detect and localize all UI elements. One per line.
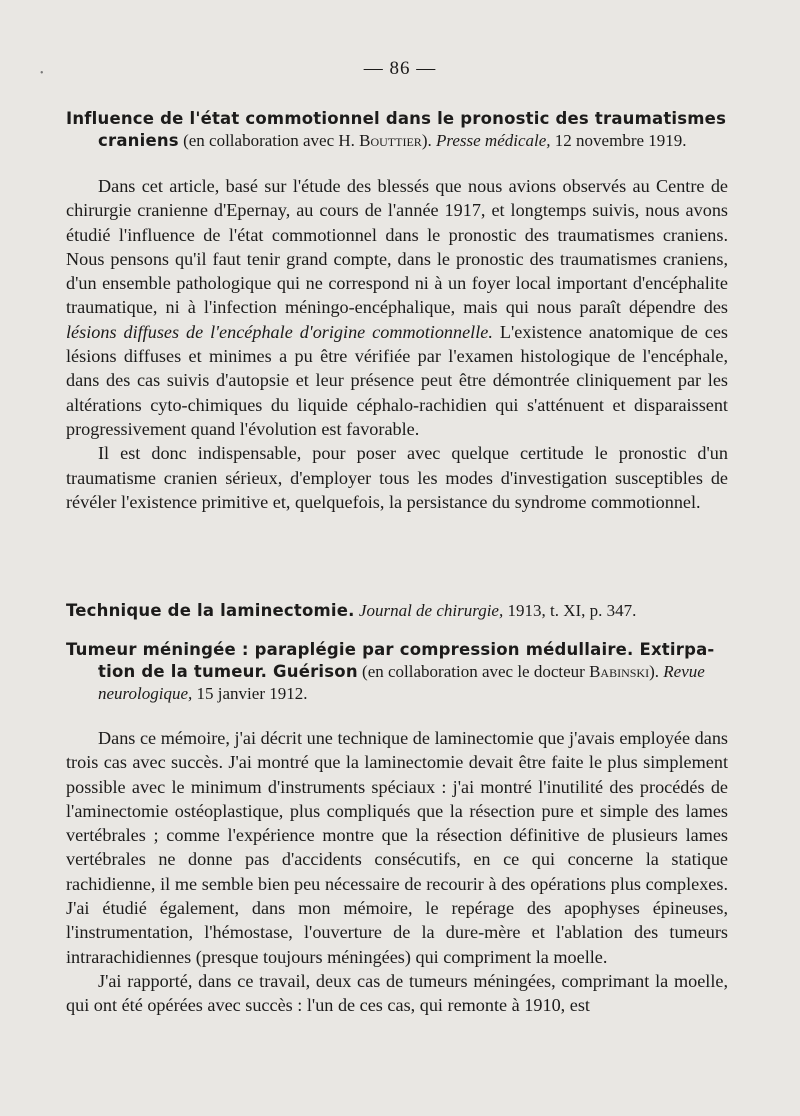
entry1-para1-emphasis: lésions diffuses de l'encéphale d'origine commotionnelle. xyxy=(66,321,493,342)
corner-mark: • xyxy=(40,68,44,79)
entry3-heading xyxy=(66,639,730,705)
entry3-collab-prefix: (en collaboration avec le docteur xyxy=(357,662,590,681)
entry1-title-line2: craniens xyxy=(98,131,179,150)
entry1-date: 12 novembre 1919. xyxy=(550,131,687,150)
entry2-title: Technique de la laminectomie. xyxy=(66,601,355,620)
entry1-journal: Presse médicale, xyxy=(435,131,551,150)
entry3-body xyxy=(66,726,728,1018)
entry3-title-line2: tion de la tumeur. Guérison xyxy=(98,662,358,681)
entry1-collab-suffix: ). xyxy=(421,131,436,150)
entry1-title-line1: Influence de l'état commotionnel dans le pronostic des traumatismes xyxy=(66,109,727,128)
entry3-date: 15 janvier 1912. xyxy=(192,684,308,703)
entry3-collab-name: Babinski xyxy=(589,662,650,681)
entry3-collab-suffix: ). xyxy=(649,662,664,681)
entry3-journal: Revue neurologique, xyxy=(98,662,705,703)
entry1-heading xyxy=(66,108,730,152)
page-number: — 86 — xyxy=(363,58,437,79)
entry1-paragraph-1 xyxy=(66,174,728,441)
entry3-heading-cont xyxy=(66,661,730,705)
entry1-heading-cont xyxy=(66,130,730,152)
entry1-para1-b: L'existence anatomique de ces lésions diffuses et minimes a pu être vérifiée par l'examen histologique de l'encéphale, dans des cas suivis d'autopsie et leur présence peut être démontrée cliniquement par les altérations cyto-chimiques du liquide céphalo-rachidien qui s'atténuent et disparaissent progressivement quand l'évolution est favorable. xyxy=(66,321,728,439)
entry1-collab-prefix: (en collaboration avec H. xyxy=(183,131,360,150)
entry2-journal: Journal de chirurgie, xyxy=(358,601,504,620)
entry3-title-line1: Tumeur méningée : paraplégie par compression médullaire. Extirpa- xyxy=(66,640,715,659)
entry1-collab-name: Bouttier xyxy=(359,131,422,150)
entry1-paragraph-2: Il est donc indispensable, pour poser avec quelque certitude le pronostic d'un traumatisme cranien sérieux, d'employer tous les modes d'investigation susceptibles de révéler l'existence primitive et, quelquefois, la persistance du syndrome commotionnel. xyxy=(66,443,728,512)
entry1-para1-a: Dans cet article, basé sur l'étude des blessés que nous avions observés au Centre de chirurgie cranienne d'Epernay, au cours de l'année 1917, et longtemps suivis, nous avons étudié l'influence de l'état commotionnel dans le pronostic des traumatismes craniens. Nous pensons qu'il faut tenir grand compte, dans le pronostic des traumatismes craniens, d'un ensemble pathologique qui ne correspond ni à un foyer local important d'encéphalite traumatique, ni à l'infection méningo-encéphalique, mais qui nous paraît dépendre des xyxy=(66,176,728,318)
entry3-paragraph-2: J'ai rapporté, dans ce travail, deux cas de tumeurs méningées, comprimant la moelle, qui ont été opérées avec succès : l'un de ces cas, qui remonte à 1910, est xyxy=(66,970,728,1016)
entry2-heading xyxy=(66,600,730,622)
entry1-body xyxy=(66,174,728,514)
entry3-paragraph-1: Dans ce mémoire, j'ai décrit une technique de laminectomie que j'avais employée dans trois cas avec succès. J'ai montré que la laminectomie devait être faite le plus simplement possible avec le minimum d'instruments spéciaux : j'ai montré l'inutilité des procédés de l'aminectomie ostéoplastique, plus compliqués que la résection pure et simple des lames vertébrales ; comme l'expérience montre que la résection définitive de plusieurs lames vertébrales ne donne pas d'accidents consécutifs, en ce qui concerne la statique rachidienne, il me semble bien peu nécessaire de recourir à des opérations plus complexes. J'ai étudié également, dans mon mémoire, le repérage des apophyses épineuses, l'instrumentation, l'hémostase, l'ouverture de la dure-mère et l'ablation des tumeurs intrarachidiennes (presque toujours méningées) qui compriment la moelle. xyxy=(66,728,728,967)
entry2-details: 1913, t. XI, p. 347. xyxy=(503,601,637,620)
